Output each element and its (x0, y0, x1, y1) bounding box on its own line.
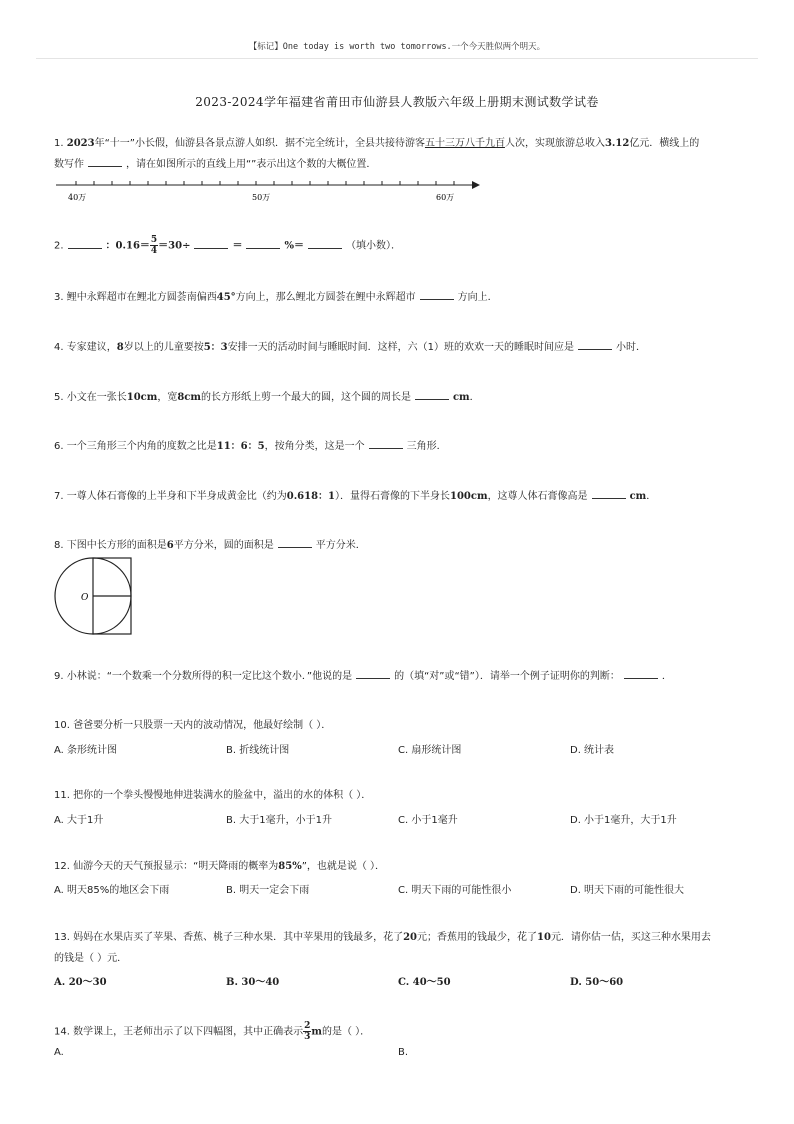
question-6: 6. 一个三角形三个内角的度数之比是11：6：5，按角分类，这是一个 三角形． (54, 436, 447, 457)
page-header-motto: 【标记】One today is worth two tomorrows.一个今天胜似两个明天。 (248, 42, 546, 52)
question-11: 11. 把你的一个拳头慢慢地伸进装满水的脸盆中，溢出的水的体积（ ）． (54, 790, 372, 801)
header-divider (36, 58, 758, 59)
answer-blank[interactable] (194, 238, 228, 249)
exam-title: 2023-2024学年福建省莆田市仙游县人教版六年级上册期末测试数学试卷 (195, 95, 599, 109)
option-b[interactable]: B. (398, 1047, 409, 1058)
tick-label-40w: 40万 (68, 193, 87, 202)
answer-blank[interactable] (308, 238, 342, 249)
fraction-2-3: $\frac{2}{3}$ (304, 1021, 311, 1042)
question-8: 8. 下图中长方形的面积是6平方分米，圆的面积是 平方分米． (54, 535, 366, 556)
option-c[interactable]: C. 扇形统计图 (398, 745, 462, 756)
circle-rectangle-figure (52, 556, 136, 638)
answer-blank[interactable] (420, 289, 454, 300)
number-line (54, 176, 484, 206)
option-a[interactable]: A. 20～30 (54, 977, 107, 988)
tick-label-60w: 60万 (436, 193, 455, 202)
option-a[interactable]: A. 大于1升 (54, 815, 104, 826)
option-c[interactable]: C. 明天下雨的可能性很小 (398, 885, 512, 896)
answer-blank[interactable] (415, 389, 449, 400)
option-b[interactable]: B. 明天一定会下雨 (226, 885, 310, 896)
question-13: 13. 妈妈在水果店买了苹果、香蕉、桃子三种水果．其中苹果用的钱最多，花了20元；香蕉用的钱最少，花了10元．请你估一估，买这三种水果用去 (54, 932, 711, 943)
option-a[interactable]: A. 明天85%的地区会下雨 (54, 885, 170, 896)
circle-center-label: O (81, 593, 89, 603)
question-10: 10. 爸爸要分析一只股票一天内的波动情况，他最好绘制（ ）． (54, 720, 332, 731)
answer-blank[interactable] (578, 339, 612, 350)
option-b[interactable]: B. 折线统计图 (226, 745, 290, 756)
answer-blank[interactable] (88, 156, 122, 167)
question-9: 9. 小林说：“一个数乘一个分数所得的积一定比这个数小．”他说的是 的（填“对”或“错”）．请举一个例子证明你的判断： ． (54, 666, 672, 687)
answer-blank[interactable] (624, 668, 658, 679)
option-d[interactable]: D. 统计表 (570, 745, 615, 756)
answer-blank[interactable] (68, 238, 102, 249)
answer-blank[interactable] (369, 438, 403, 449)
answer-blank[interactable] (356, 668, 390, 679)
option-a[interactable]: A. (54, 1047, 64, 1058)
question-1: 1. 2023年“十一”小长假，仙游县各景点游人如织．据不完全统计，全县共接待游客五十三万八千九百人次，实现旅游总收入3.12亿元．横线上的 (54, 138, 700, 149)
answer-blank[interactable] (592, 488, 626, 499)
option-d[interactable]: D. 明天下雨的可能性很大 (570, 885, 685, 896)
fraction-5-4: $\frac{5}{4}$ (150, 235, 158, 256)
option-d[interactable]: D. 小于1毫升，大于1升 (570, 815, 677, 826)
question-4: 4. 专家建议，8岁以上的儿童要按5：3安排一天的活动时间与睡眠时间．这样，六（1）班的欢欢一天的睡眠时间应是 小时． (54, 337, 646, 358)
option-c[interactable]: C. 小于1毫升 (398, 815, 458, 826)
tick-label-50w: 50万 (252, 193, 271, 202)
answer-blank[interactable] (278, 537, 312, 548)
question-3: 3. 鲤中永辉超市在鲤北方圆荟南偏西45°方向上，那么鲤北方圆荟在鲤中永辉超市 方向上． (54, 287, 498, 308)
question-12: 12. 仙游今天的天气预报显示：“明天降雨的概率为85%”，也就是说（ ）． (54, 861, 386, 872)
question-13-line2: 的钱是（ ）元． (54, 953, 128, 964)
option-a[interactable]: A. 条形统计图 (54, 745, 118, 756)
option-c[interactable]: C. 40～50 (398, 977, 451, 988)
option-d[interactable]: D. 50～60 (570, 977, 624, 988)
question-2: 2. ：0.16＝ $\frac{5}{4}$ ＝30÷ ＝ %＝ （填小数）． (54, 235, 401, 256)
option-b[interactable]: B. 30～40 (226, 977, 280, 988)
question-1-line2: 数写作 ，请在如图所示的直线上用“”表示出这个数的大概位置． (54, 154, 376, 175)
question-5: 5. 小文在一张长10cm，宽8cm的长方形纸上剪一个最大的圆，这个圆的周长是 cm． (54, 387, 480, 408)
question-14: 14. 数学课上，王老师出示了以下四幅图，其中正确表示 $\frac{2}{3}$ m的是（ ）． (54, 1021, 371, 1042)
question-7: 7. 一尊人体石膏像的上半身和下半身成黄金比（约为0.618：1）．量得石膏像的下半身长100cm，这尊人体石膏像高是 cm． (54, 486, 656, 507)
option-b[interactable]: B. 大于1毫升，小于1升 (226, 815, 332, 826)
answer-blank[interactable] (246, 238, 280, 249)
